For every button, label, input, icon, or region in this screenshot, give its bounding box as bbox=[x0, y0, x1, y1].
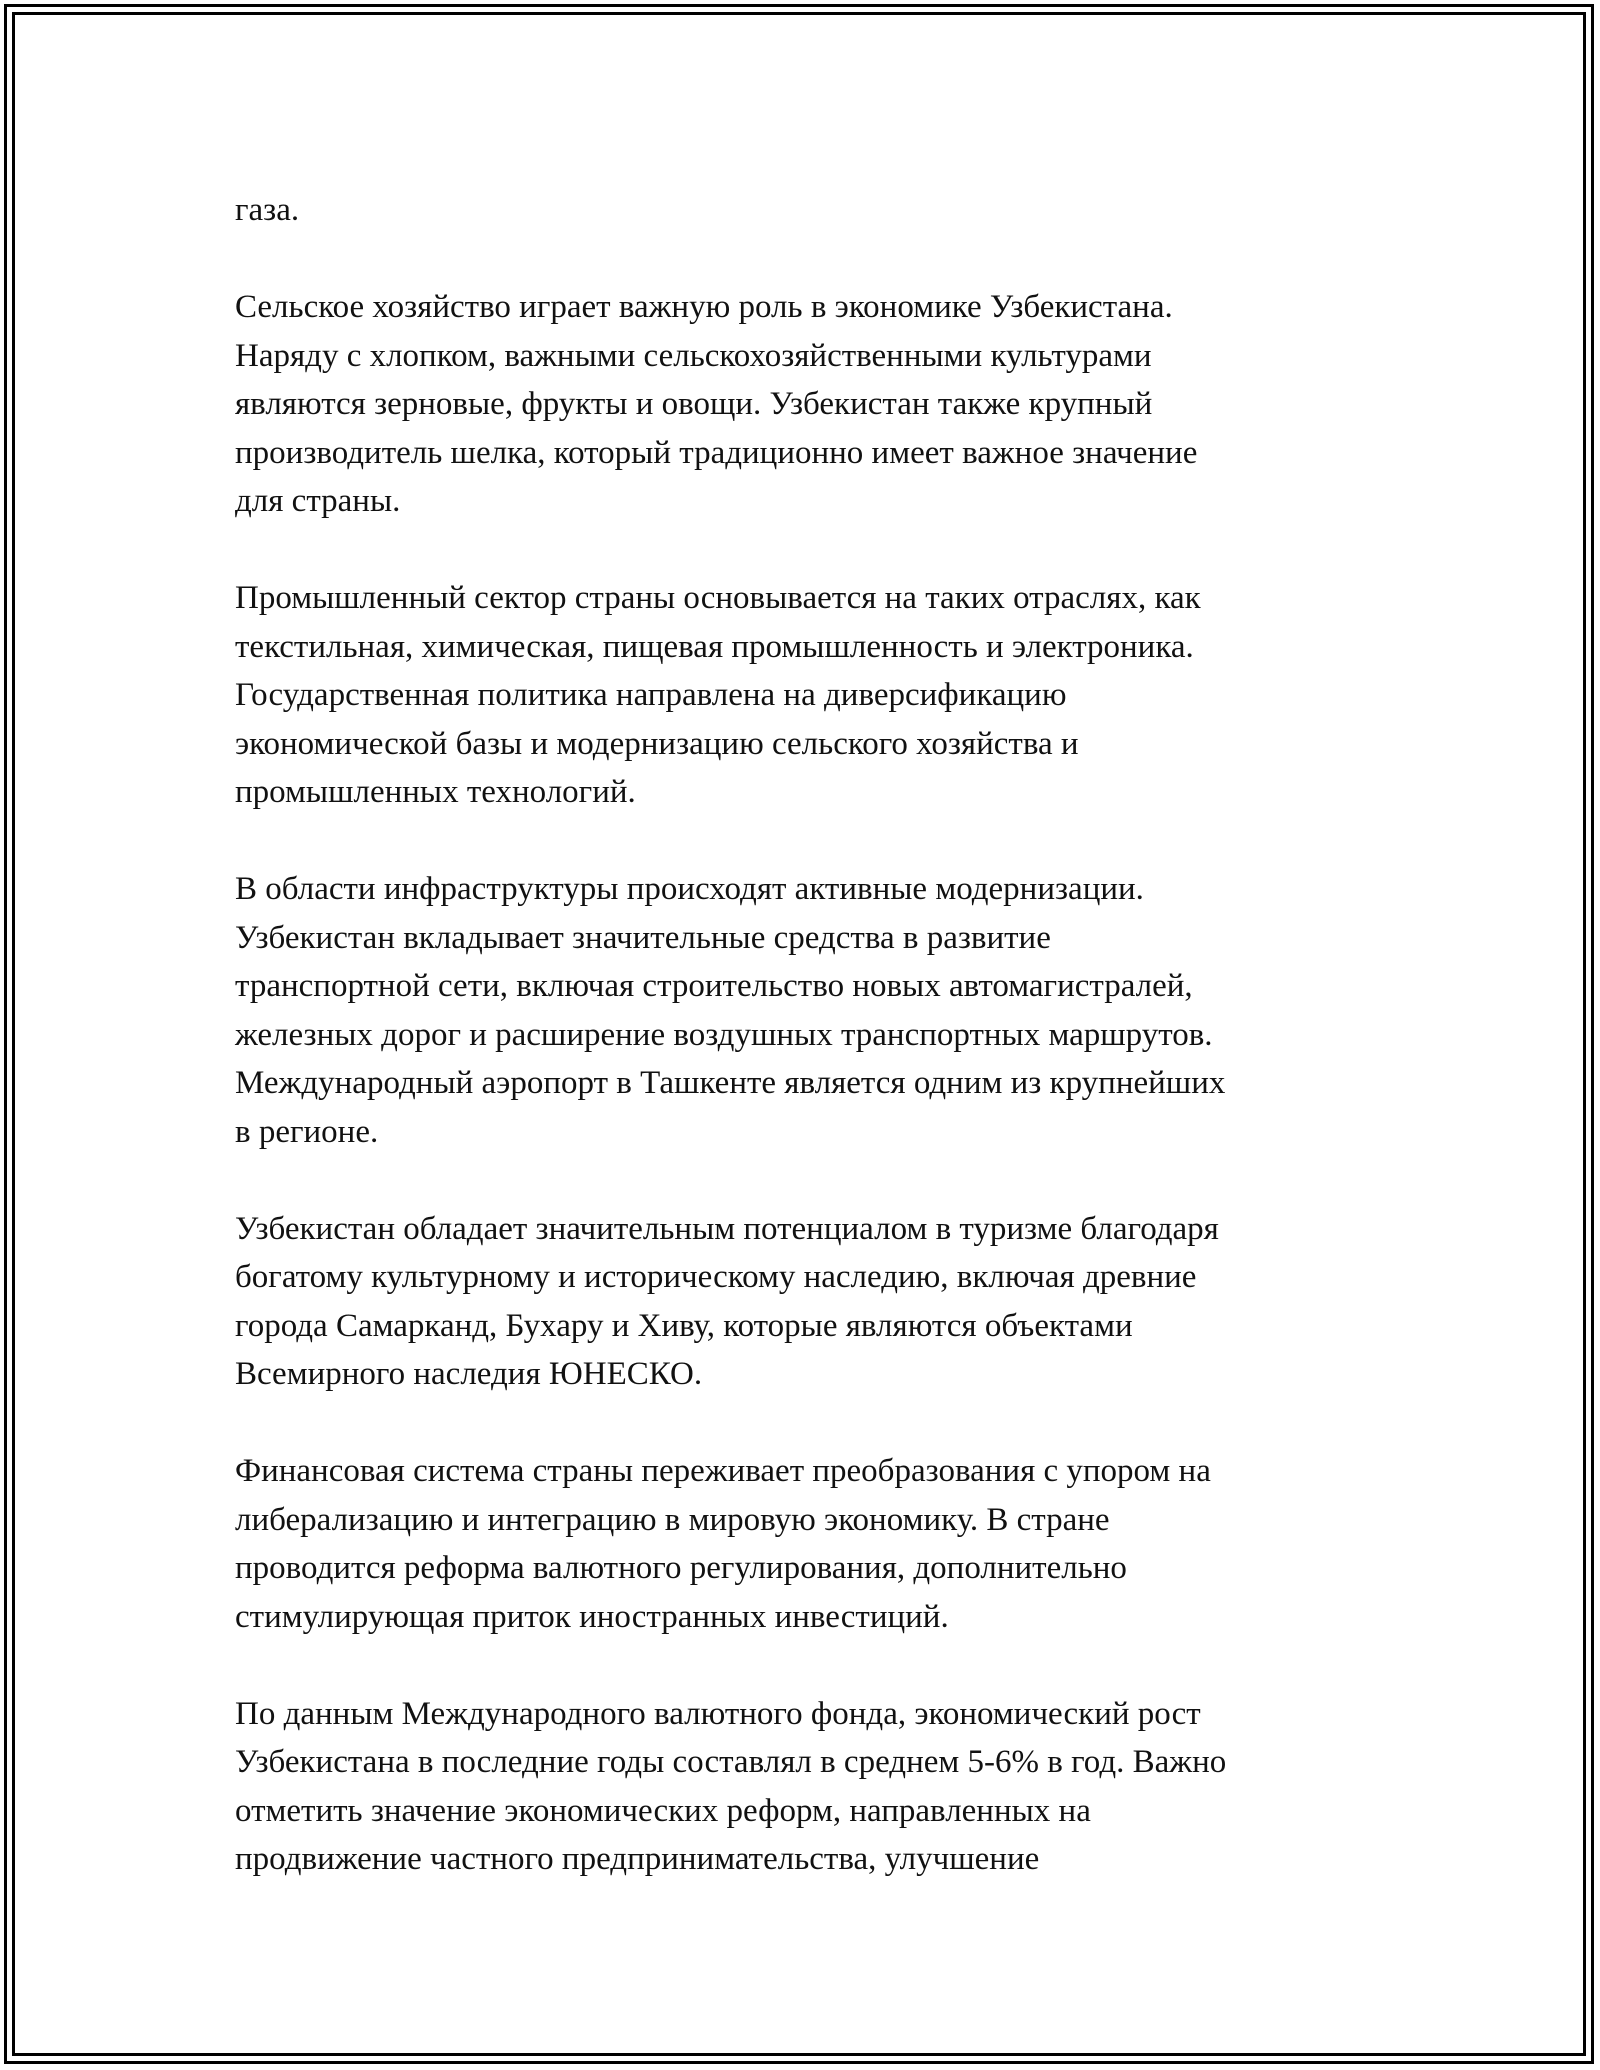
text-line: Международный аэропорт в Ташкенте является одним из крупнейших bbox=[235, 1065, 1226, 1101]
paragraph-gas-continuation bbox=[235, 186, 1355, 235]
text-line: Всемирного наследия ЮНЕСКО. bbox=[235, 1356, 703, 1392]
text-line: Наряду с хлопком, важными сельскохозяйственными культурами bbox=[235, 337, 1152, 374]
text-line: Узбекистана в последние годы составлял в среднем 5-6% в год. Важно bbox=[235, 1744, 1227, 1780]
text-line: Государственная политика направлена на диверсификацию bbox=[235, 677, 1067, 713]
text-line: газа. bbox=[235, 192, 300, 228]
text-line: производитель шелка, который традиционно имеет важное значение bbox=[235, 434, 1198, 471]
text-line: продвижение частного предпринимательства, улучшение bbox=[235, 1841, 1040, 1877]
text-line: Узбекистан обладает значительным потенциалом в туризме благодаря bbox=[235, 1210, 1219, 1247]
text-line: Сельское хозяйство играет важную роль в экономике Узбекистана. bbox=[235, 289, 1173, 325]
text-line: экономической базы и модернизацию сельского хозяйства и bbox=[235, 725, 1079, 762]
text-line: Финансовая система страны переживает преобразования с упором на bbox=[235, 1453, 1211, 1489]
text-line: Узбекистан вкладывает значительные средства в развитие bbox=[235, 919, 1051, 956]
text-line: транспортной сети, включая строительство новых автомагистралей, bbox=[235, 968, 1193, 1004]
text-line: В области инфраструктуры происходят активные модернизации. bbox=[235, 871, 1144, 907]
document-body bbox=[235, 186, 1355, 1932]
text-line: железных дорог и расширение воздушных транспортных маршрутов. bbox=[235, 1016, 1213, 1053]
text-line: богатому культурному и историческому наследию, включая древние bbox=[235, 1259, 1197, 1295]
text-line: По данным Международного валютного фонда, экономический рост bbox=[235, 1695, 1201, 1732]
text-line: проводится реформа валютного регулирования, дополнительно bbox=[235, 1550, 1127, 1586]
paragraph-growth bbox=[235, 1690, 1355, 1884]
text-line: для страны. bbox=[235, 483, 401, 519]
paragraph-agriculture bbox=[235, 283, 1355, 526]
paragraph-infrastructure bbox=[235, 865, 1355, 1156]
text-line: стимулирующая приток иностранных инвестиций. bbox=[235, 1598, 949, 1635]
paragraph-finance bbox=[235, 1447, 1355, 1641]
text-line: города Самарканд, Бухару и Хиву, которые являются объектами bbox=[235, 1307, 1133, 1344]
text-line: промышленных технологий. bbox=[235, 774, 636, 810]
text-line: отметить значение экономических реформ, направленных на bbox=[235, 1792, 1091, 1829]
paragraph-tourism bbox=[235, 1205, 1355, 1399]
text-line: либерализацию и интеграцию в мировую экономику. В стране bbox=[235, 1501, 1110, 1538]
text-line: являются зерновые, фрукты и овощи. Узбекистан также крупный bbox=[235, 386, 1153, 422]
text-line: текстильная, химическая, пищевая промышленность и электроника. bbox=[235, 628, 1194, 665]
text-line: в регионе. bbox=[235, 1113, 379, 1150]
paragraph-industry bbox=[235, 574, 1355, 817]
text-line: Промышленный сектор страны основывается на таких отраслях, как bbox=[235, 580, 1201, 616]
